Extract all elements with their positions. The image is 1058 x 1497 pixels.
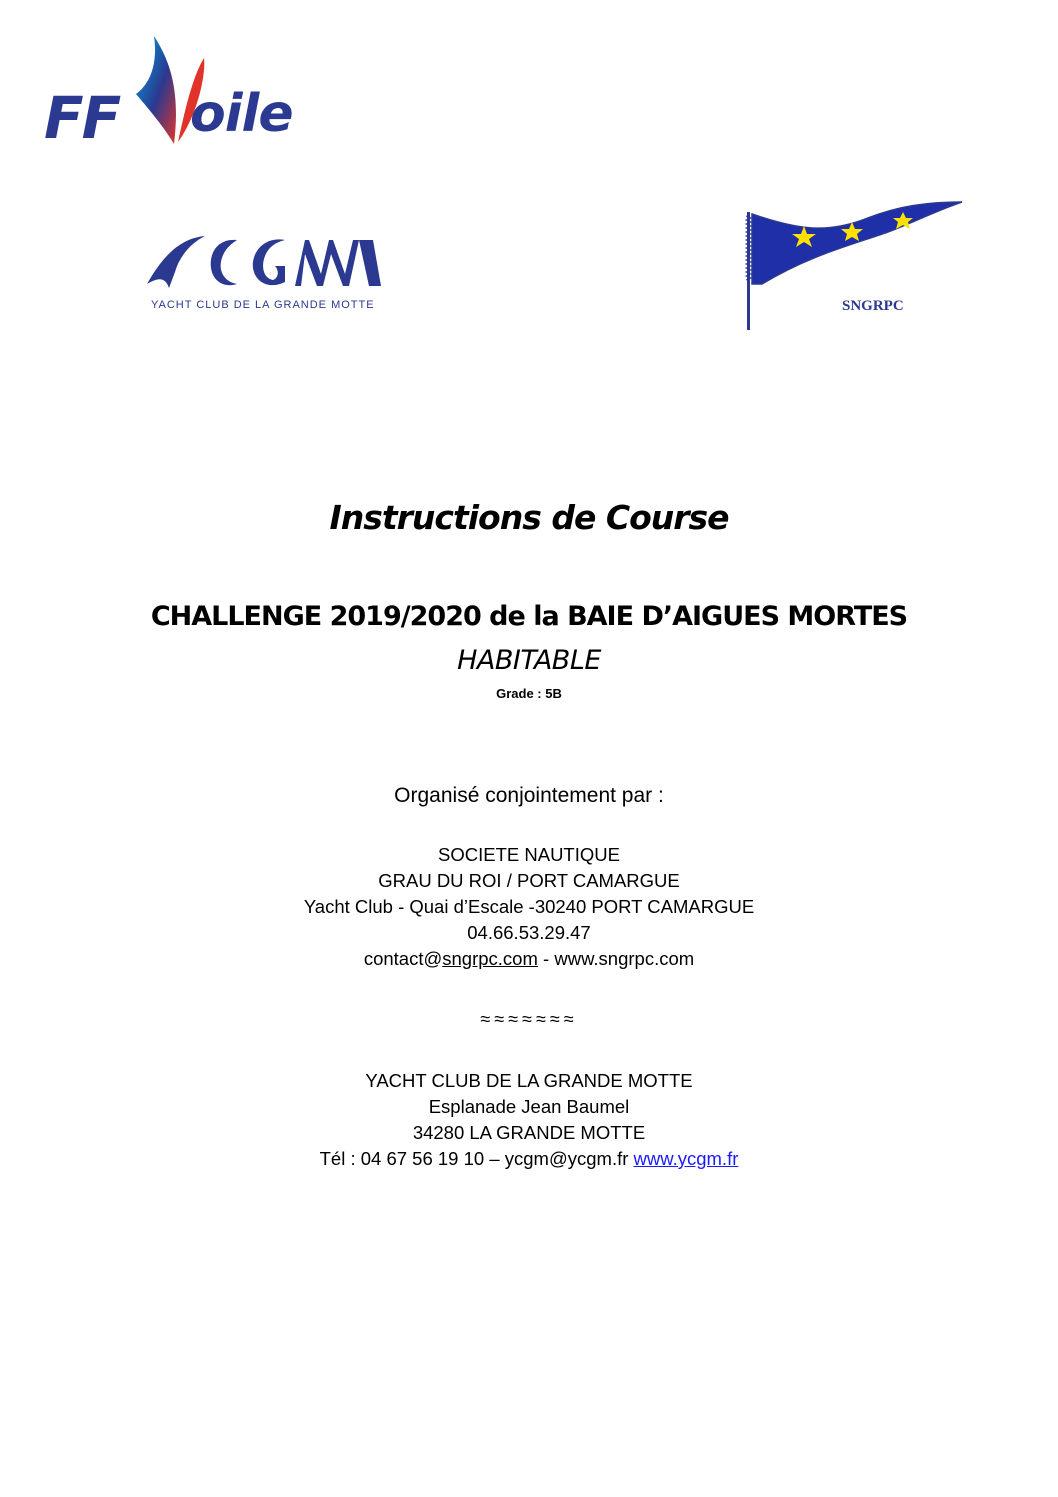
org1-website-separator: - xyxy=(537,948,555,969)
ycgm-logo xyxy=(145,232,390,317)
org2-contact xyxy=(0,1146,1058,1172)
org1-email-domain-link[interactable]: sngrpc.com xyxy=(442,948,538,969)
ffvoile-logo-oile: oile xyxy=(190,84,293,144)
sngrpc-logo xyxy=(738,196,968,332)
org2-street: Esplanade Jean Baumel xyxy=(428,1096,630,1117)
org2-tel-email: Tél : 04 67 56 19 10 – ycgm@ycgm.fr xyxy=(319,1148,634,1169)
ffvoile-logo xyxy=(40,34,320,154)
org1-location: GRAU DU ROI / PORT CAMARGUE xyxy=(378,870,680,891)
org1-name: SOCIETE NAUTIQUE xyxy=(438,844,620,865)
habitable-subheading: HABITABLE xyxy=(457,645,601,676)
organised-by-label: Organisé conjointement par : xyxy=(394,784,664,807)
org1-contact xyxy=(0,946,1058,972)
org2-city: 34280 LA GRANDE MOTTE xyxy=(412,1122,646,1143)
ffvoile-logo-ff: FF xyxy=(44,84,120,152)
org2-website-link[interactable]: www.ycgm.fr xyxy=(633,1148,739,1169)
org2-name: YACHT CLUB DE LA GRANDE MOTTE xyxy=(365,1070,693,1091)
ycgm-logo-mark-icon xyxy=(145,232,385,294)
org1-phone: 04.66.53.29.47 xyxy=(467,922,591,943)
grade-label: Grade : 5B xyxy=(496,686,562,701)
org1-email-prefix: contact@ xyxy=(363,948,443,969)
org1-website: www.sngrpc.com xyxy=(554,948,695,969)
challenge-heading: CHALLENGE 2019/2020 de la BAIE D’AIGUES MORTES xyxy=(150,601,908,632)
sngrpc-logo-label: SNGRPC xyxy=(842,298,904,314)
page-title: Instructions de Course xyxy=(329,498,729,537)
separator: ≈≈≈≈≈≈≈ xyxy=(480,1009,578,1029)
org1-address: Yacht Club - Quai d’Escale -30240 PORT CAMARGUE xyxy=(303,896,755,917)
ycgm-logo-subtitle: YACHT CLUB DE LA GRANDE MOTTE xyxy=(151,299,375,311)
